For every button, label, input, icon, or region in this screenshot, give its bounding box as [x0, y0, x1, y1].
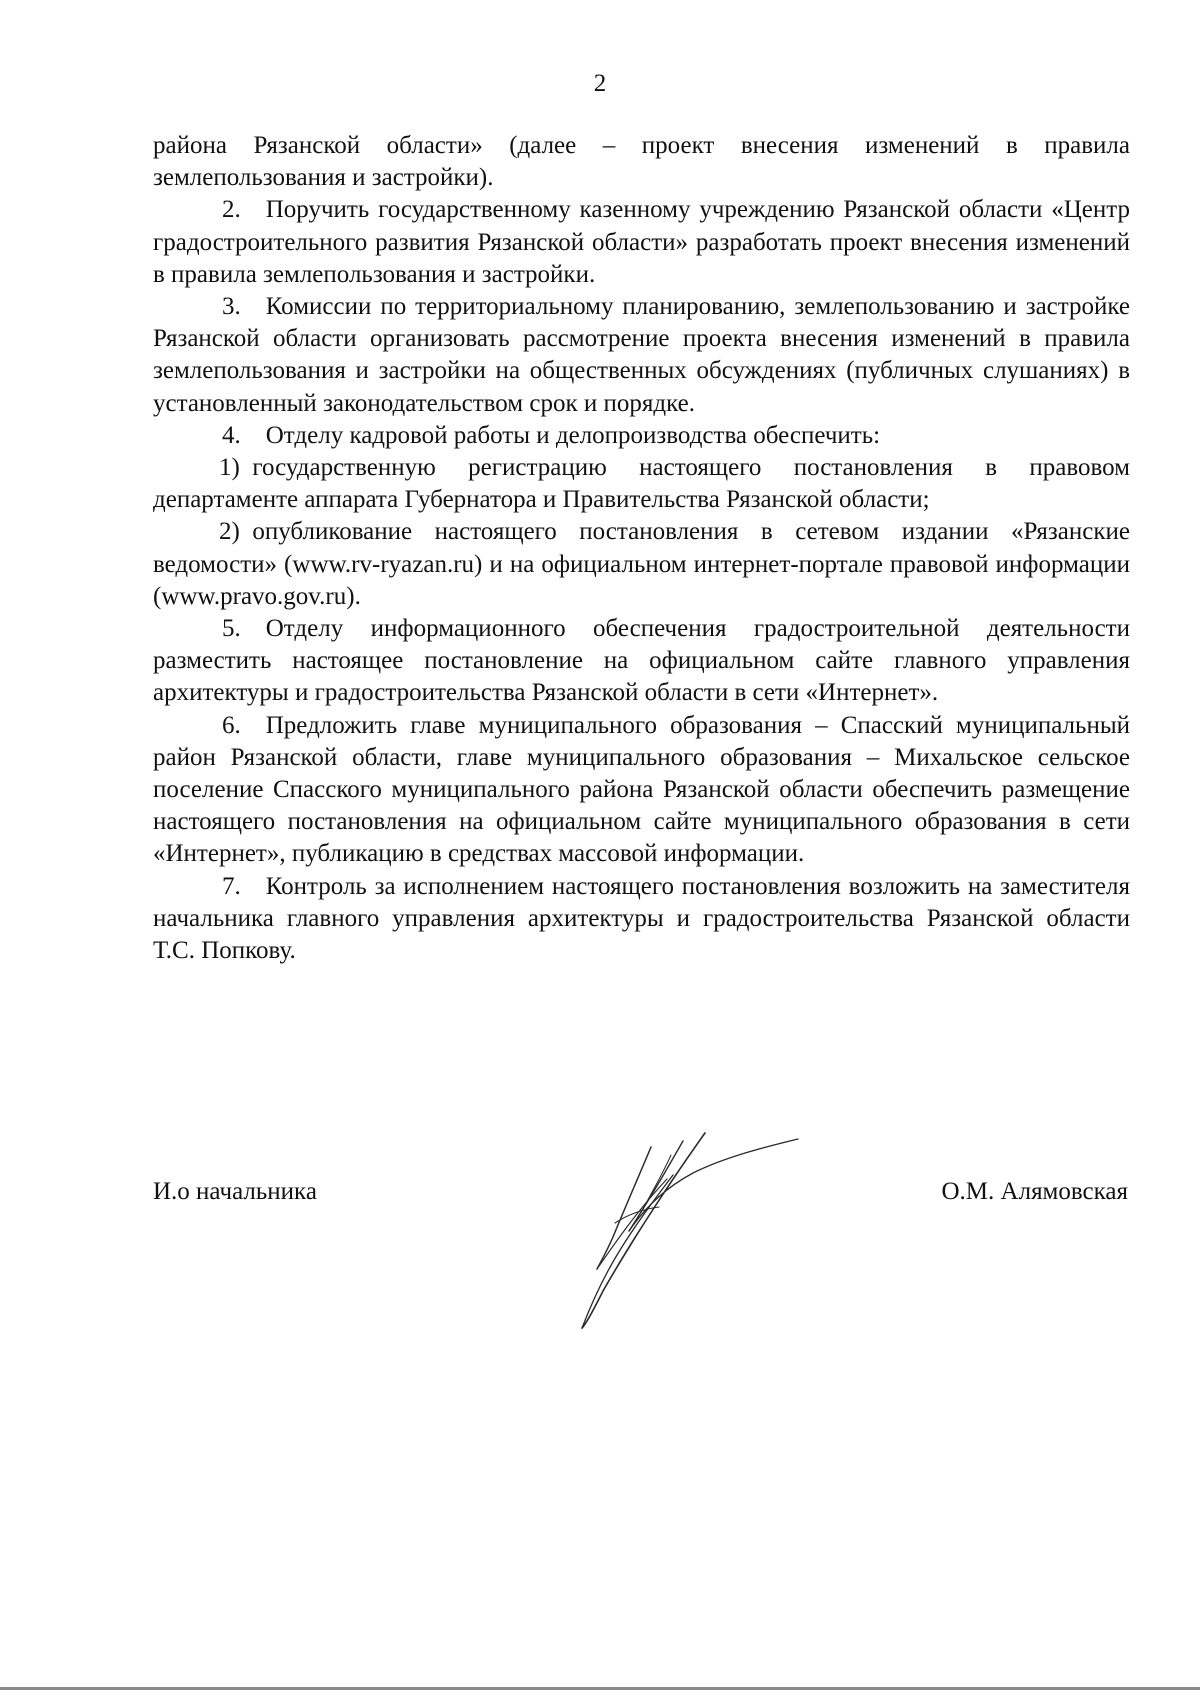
- paragraph-continuation: района Рязанской области» (далее – проект внесения изменений в правила землепользования и застройки).: [153, 132, 1130, 192]
- paragraph-item-4: 4. Отделу кадровой работы и делопроизводства обеспечить:: [222, 421, 881, 449]
- paragraph-item-5: 5. Отделу информационного обеспечения градостроительной деятельности разместить настоящее постановление на официальном сайте главного управления архитектуры и градостроительства Рязанской области в сети «Интернет».: [153, 615, 1130, 707]
- paragraph-subitem-2: 2) опубликование настоящего постановления в сетевом издании «Рязанские ведомости» (www.rv-ryazan.ru) и на официальном интернет-портале правовой информации (www.pravo.gov.ru).: [153, 518, 1130, 610]
- signatory-position: И.о начальника: [153, 1178, 317, 1205]
- paragraph-item-3: 3. Комиссии по территориальному планированию, землепользованию и застройке Рязанской области организовать рассмотрение проекта внесения изменений в правила землепользования и застройки на общественных обсуждениях (публичных слушаниях) в установленный законодательством срок и порядке.: [153, 293, 1130, 417]
- document-body: [153, 130, 1130, 967]
- page-number: 2: [593, 70, 607, 97]
- paragraph-item-7: 7. Контроль за исполнением настоящего постановления возложить на заместителя начальника главного управления архитектуры и градостроительства Рязанской области Т.С. Попкову.: [153, 872, 1130, 965]
- paragraph-subitem-1: 1) государственную регистрацию настоящего постановления в правовом департаменте аппарата Губернатора и Правительства Рязанской области;: [153, 454, 1130, 514]
- paragraph-item-6: 6. Предложить главе муниципального образования – Спасский муниципальный район Рязанской области, главе муниципального образования – Михальское сельское поселение Спасского муниципального района Рязанской области обеспечить размещение настоящего постановления на официальном сайте муниципального образования в сети «Интернет», публикацию в средствах массовой информации.: [153, 711, 1130, 868]
- signatory-name: О.М. Алямовская: [941, 1178, 1128, 1205]
- handwritten-signature: [555, 1115, 815, 1335]
- bottom-rule: [0, 1687, 1200, 1690]
- paragraph-item-2: 2. Поручить государственному казенному учреждению Рязанской области «Центр градостроительного развития Рязанской области» разработать проект внесения изменений в правила землепользования и застройки.: [153, 196, 1130, 288]
